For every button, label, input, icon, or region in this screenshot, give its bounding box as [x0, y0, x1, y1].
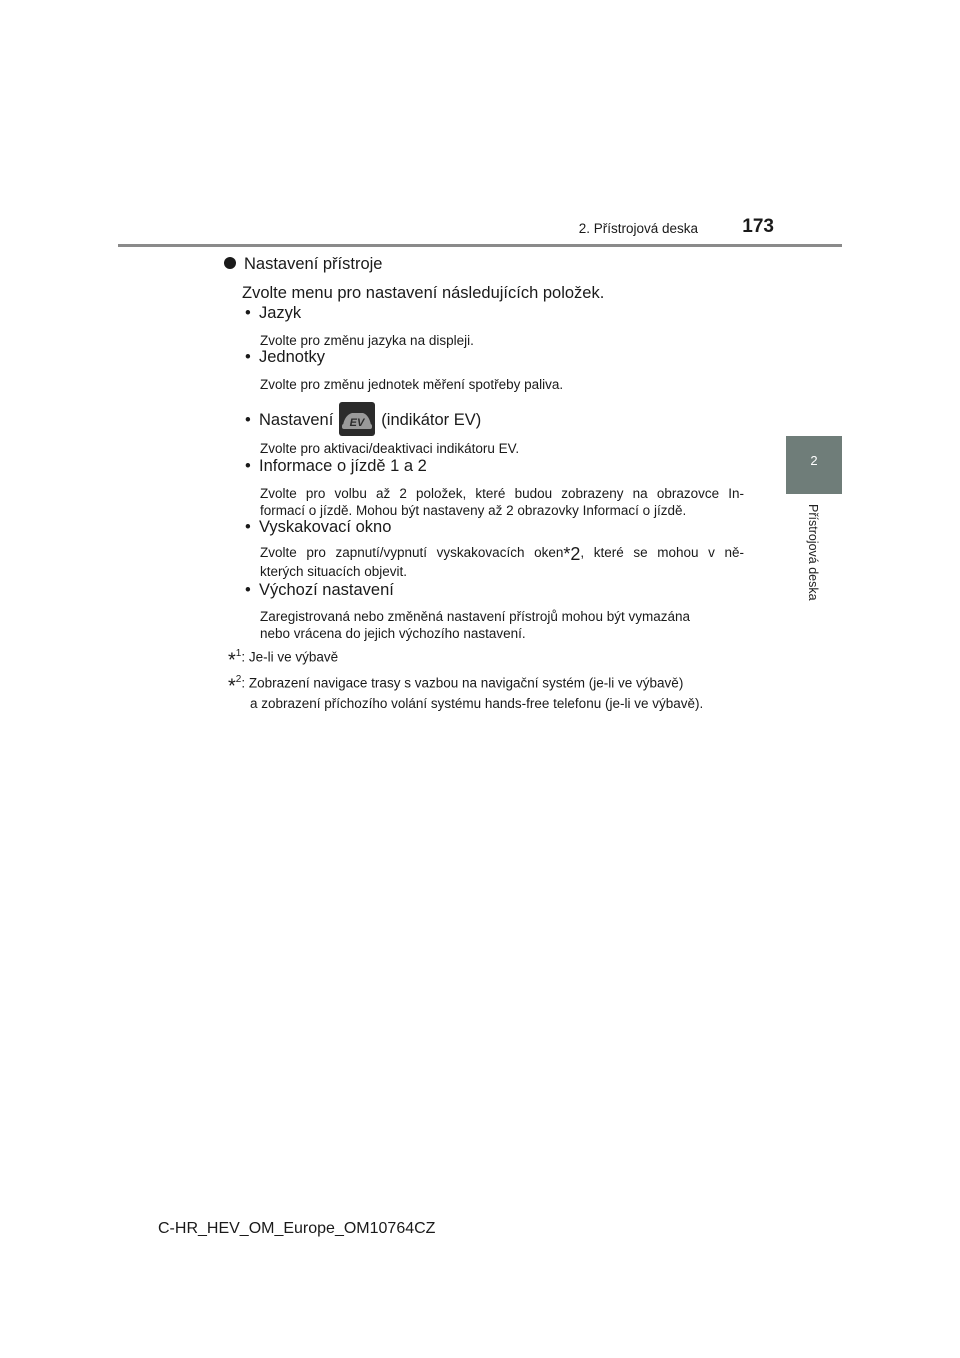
header-rule	[118, 244, 842, 247]
item-label-suffix: (indikátor EV)	[381, 411, 482, 429]
chapter-label: Přístrojová deska	[806, 504, 820, 601]
item-label: Jednotky	[259, 348, 326, 366]
item-label: Výchozí nastavení	[259, 581, 394, 599]
chapter-tab	[786, 436, 842, 494]
item-description: Zvolte pro aktivaci/deaktivaci indikátoru EV.	[260, 441, 520, 456]
footnote-2-continued: a zobrazení příchozího volání systému hands-free telefonu (je-li ve výbavě).	[250, 696, 704, 711]
item-label: Vyskakovací okno	[259, 518, 392, 536]
item-description: Zvolte pro změnu jazyka na displeji.	[260, 333, 474, 348]
item-description: Zvolte pro změnu jednotek měření spotřeby paliva.	[260, 377, 564, 392]
item-label: Informace o jízdě 1 a 2	[259, 457, 427, 475]
list-item: • Jednotky	[245, 348, 326, 366]
bullet-icon	[224, 257, 236, 269]
document-code: C-HR_HEV_OM_Europe_OM10764CZ	[158, 1220, 436, 1237]
footnote-2: *$^2$: Zobrazení navigace trasy s vazbou na navigační systém (je-li ve výbavě)	[228, 674, 684, 698]
item-description: Zaregistrovaná nebo změněná nastavení přístrojů mohou být vymazána nebo vrácena do jejich výchozího nastavení.	[260, 609, 690, 641]
chapter-number: 2	[810, 453, 818, 468]
ev-indicator-icon	[339, 402, 375, 436]
list-item: • Jazyk	[245, 304, 302, 322]
intro-text: Zvolte menu pro nastavení následujících položek.	[242, 284, 605, 302]
footnote-ref: *2	[563, 544, 581, 564]
item-description: Zvolte pro zapnutí/vypnutí vyskakovacích oken$^{*2}$, které se mohou v ně- kterých situacích objevit.	[260, 544, 744, 579]
page-number: 173	[742, 216, 774, 237]
list-item: • Výchozí nastavení	[245, 581, 394, 599]
section-heading	[224, 255, 382, 274]
section-title: 2. Přístrojová deska	[578, 221, 698, 236]
running-header	[0, 216, 842, 242]
list-item: • Vyskakovací okno	[245, 518, 392, 536]
item-label: Jazyk	[259, 304, 302, 322]
list-item: • Informace o jízdě 1 a 2	[245, 457, 427, 475]
item-label: Nastavení	[259, 411, 334, 429]
list-item: • Nastavení EV (indikátor EV)	[245, 402, 481, 436]
item-description: Zvolte pro volbu až 2 položek, které budou zobrazeny na obrazovce In- formací o jízdě. Mohou být nastaveny až 2 obrazovky Informací o jízdě.	[260, 486, 744, 518]
heading-text: Nastavení přístroje	[244, 255, 383, 273]
footnote-1: *$^1$: Je-li ve výbavě	[228, 648, 339, 672]
svg-text:EV: EV	[349, 417, 365, 429]
